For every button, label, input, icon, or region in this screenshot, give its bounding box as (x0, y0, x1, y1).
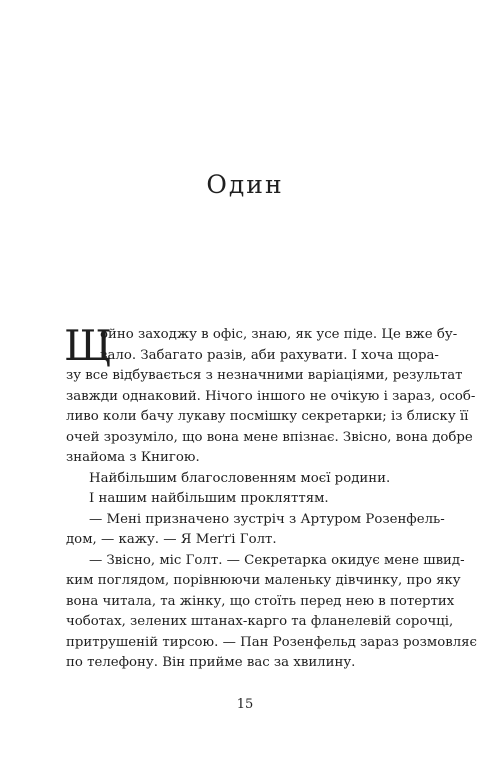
text-line: ойно заходжу в офіс, знаю, як усе піде. Це вже бу- (100, 327, 458, 342)
text-line: ким поглядом, порівнюючи маленьку дівчинку, про яку (66, 573, 461, 588)
text-line: завжди однаковий. Нічого іншого не очікую і зараз, особ- (66, 388, 476, 404)
text-lines (64, 321, 478, 674)
text-line: — Мені призначено зустріч з Артуром Розенфель- (89, 511, 445, 527)
text-line: І нашим найбільшим прокляттям. (89, 491, 329, 506)
text-line: ливо коли бачу лукаву посмішку секретарки; із блиску її (66, 409, 469, 424)
text-line: Найбільшим благословенням моєї родини. (89, 470, 391, 486)
chapter-title: Один (206, 170, 284, 199)
text-line: вона читала, та жінку, що стоїть перед нею в потертих (66, 593, 455, 609)
text-line: чоботах, зелених штанах-карго та фланелевій сорочці, (66, 614, 454, 629)
text-line: вало. Забагато разів, аби рахувати. І хоча щора- (100, 347, 439, 363)
text-line: по телефону. Він прийме вас за хвилину. (66, 655, 356, 670)
text-line: зу все відбувається з незначними варіаціями, результат (66, 368, 463, 383)
text-line: притрушеній тирсою. — Пан Розенфельд зараз розмовляє (66, 634, 478, 650)
text-line: дом, — кажу. — Я Меґґі Голт. (66, 532, 277, 547)
drop-cap: Щ (64, 321, 112, 370)
text-line: знайома з Книгою. (66, 450, 200, 465)
text-line: очей зрозуміло, що вона мене впізнає. Звісно, вона добре (66, 429, 473, 445)
page-number: 15 (236, 697, 254, 712)
body-text (64, 321, 478, 674)
text-line: — Звісно, міс Голт. — Секретарка окидує мене швид- (89, 552, 465, 568)
